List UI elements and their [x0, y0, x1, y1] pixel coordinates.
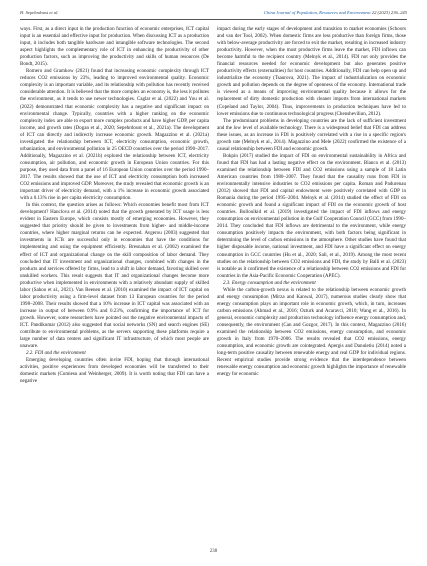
section-title: 2.2. FDI and the environment — [26, 350, 86, 357]
header-author: H. Sepehrdoust et al. — [20, 10, 59, 15]
header-journal — [264, 10, 407, 15]
section-title: 2.3. Energy consumption and the environment — [223, 279, 316, 286]
page-number: 238 — [209, 549, 218, 554]
paragraph: Emerging developing countries often invite FDI, hoping that through international activities, positive experiences from developed economies will be transferred to their domestic markets (Comiesu and Weinberger, 2009). It is worth noting that FDI can have a negative — [20, 357, 209, 385]
left-column — [20, 26, 209, 385]
paragraph: While the carbon-growth nexus is related to the relationship between economic growth and energy consumption (Mirza and Kanwal, 2017), numerous studies clearly show that energy consumption plays an important role in economic growth, which, in turn, increases carbon emissions (Ahmad et al., 2016; Ozturk and Acaravci, 2010; Wang et al., 2016). In general, economic complexity and production technology influence energy consumption and, consequently, the environment (Can and Gozgor, 2017). In this context, Magazzino (2016) examined the relationship between CO2 emissions, energy consumption, and economic growth in Italy from 1970–2006. The results revealed that CO2 emissions, energy consumption, and economic growth are cointegrated. Apergis and Danuletiu (2014) noted a long-term positive causality between renewable energy and real GDP for individual regions. Recent empirical studies provide strong evidence that the interdependence between renewable energy consumption and economic growth highlights the importance of renewable energy for economic — [217, 286, 406, 378]
paragraph: Bokpin (2017) studied the impact of FDI on environmental sustainability in Africa and found that FDI has had a lasting negative effect on the environment. Blanco et al. (2013) examined the relationship between FDI and CO2 emissions using a sample of 18 Latin American countries from 1980–2007. They found that the causality runs from FDI in environmentally intensive industries to CO2 emissions per capita. Roman and Padurenau (2012) showed that FDI and capital endowment were positively correlated with GDP in Romania during the period 1995–2004. Melnyk et al. (2014) studied the effect of FDI on economic growth and found a significant impact of FDI on the economic growth of host countries. Bulloulkid et al. (2019) investigated the impact of FDI inflows and energy consumption on environmental pollution in the Gulf Cooperation Council (GCC) from 1990–2014. They concluded that FDI inflows are detrimental to the environment, while energy consumption positively impacts the environment, with both factors being significant in determining the level of carbon emissions in the atmosphere. Other studies have found that higher disposable income, national investment, and FDI have a significant effect on energy consumption in GCC countries (Hu et al., 2020; Sali, et al., 2019). Among the most recent studies on the relationship between CO2 emissions and FDI, the study by Balli et al. (2023) is notable as it confirmed the existence of a relationship between CO2 emissions and FDI for countries in the Asia-Pacific Economic Cooperation (APEC). — [217, 152, 406, 279]
running-header — [20, 10, 407, 15]
header-journal-volume: 22 (2023) 236–245 — [370, 10, 407, 15]
right-column — [217, 26, 406, 378]
paragraph: Romero and Gramkow (2021) found that increasing economic complexity through ICT reduces CO2 emissions by 23%, leading to improved environmental quality. Economic complexity is an important variable, and its relationship with pollution has recently received considerable attention. It is believed that the more complex an economy is, the less it pollutes the environment, as it tends to use newer technologies. Caglar et al. (2022) and You et al. (2022) demonstrated that economic complexity has a negative and significant impact on environmental change. Typically, countries with a higher ranking on the economic complexity index are able to export more complex products and have higher GDP, per capita income, and growth rates (Dogan et al., 2020; Sepehrdoust et al., 2021a). The development of ICT can directly and indirectly increase economic growth. Magazzino et al. (2021a) investigated the relationship between ICT, electricity consumption, economic growth, urbanization, and environmental pollution in 25 OECD countries over the period 1990–2017. Additionally, Magazzino et al. (2021b) explored the relationship between ICT, electricity consumption, air pollution, and economic growth in European Union countries. For this purpose, they used data from a panel of 16 European Union countries over the period 1990–2017. The results showed that the use of ICT and electricity consumption both increased CO2 emissions and improved GDP. Moreover, the study revealed that economic growth is an important driver of electricity demand, with a 1% increase in economic growth associated with a 0.13% rise in per capita electricity consumption. — [20, 68, 209, 202]
paragraph: impact during the early stages of development and transition to market economies (Schoors and van der Tool, 2002). When domestic firms are less productive than foreign firms, those with below-average productivity are forced to exit the market, resulting in increased industry productivity. However, when the most productive firms leave the market, FDI inflows can become harmful to the recipient country (Melnyk et al., 2014). FDI not only provides the financial resources needed for economic development but also generates positive productivity effects (externalities) for host countries. Additionally, FDI can help open up and industrialize the economy (Tsaurova, 2021). The impact of industrialization on economic growth and pollution depends on the degree of openness of the economy. International trade is viewed as a means of improving environmental quality because it allows for the replacement of dirty domestic production with cleaner imports from international markets (Copeland and Taylor, 2004). Thus, improvements in production techniques have led to lower emissions due to continuous technological progress (Chensheviliun, 2012). — [217, 26, 406, 117]
paragraph: In this context, the question arises as follows: Which economies benefit most from ICT development? Hanclova et al. (2014) noted that the growth generated by ICT usage is less evident in Eastern Europe, which consists mostly of emerging economies. However, they suggested that priority should be given to investments from higher- and middle-income countries, where higher marginal returns can be expected. Avgerou (2003) suggested that investments in ICTs are successful only in economies that have the conditions for implementing and using the equipment efficiently. Bresnahan et al. (2002) examined the effect of ICT and organizational change on the skill composition of labor demand. They concluded that IT investment and organizational changes, combined with changes in the products and services offered by firms, lead to a shift in labor demand, favoring skilled over unskilled workers. This result suggests that IT and organizational changes become more productive when implemented in environments with a relatively abundant supply of skilled labor (Sahoo et al., 2021). Van Reenen et al. (2010) examined the impact of ICT capital on labor productivity using a firm-level dataset from 13 European countries for the period 1998–2008. Their results showed that a 10% increase in ICT capital was associated with an increase in output of between 0.9% and 0.23%, confirming the importance of ICT for growth. However, some researchers have pointed out the negative environmental impacts of ICT. Pandikumar (2012) also suggested that social networks (SN) and search engines (SE) contribute to environmental problems, as the servers supporting these platforms require a large number of data centers and significant IT infrastructure, of which most people are unaware. — [20, 202, 209, 350]
paragraph: ways. First, as a direct input in the production function of economic enterprises, ICT capital input is an essential and effective input for production. When discussing ICT as a production input, it includes both tangible hardware and intangible software technologies. The second aspect highlights the complementary role of ICT in enhancing the productivity of other production factors, such as improving the productivity and skills of human resources (De Bondt, 2015). — [20, 26, 209, 68]
header-journal-name[interactable]: China Journal of Population, Resources and Environment — [263, 10, 371, 15]
header-rule — [20, 19, 407, 20]
paragraph: The predominant problems in developing countries are the lack of sufficient investment and the low level of available technology. There is a widespread belief that FDI can address these issues, as an increase in FDI is positively correlated with a rise in a specific region's growth rate (Melnyk et al., 2014). Magazzino and Mele (2022) confirmed the existence of a causal relationship between FDI and economic growth. — [217, 117, 406, 152]
